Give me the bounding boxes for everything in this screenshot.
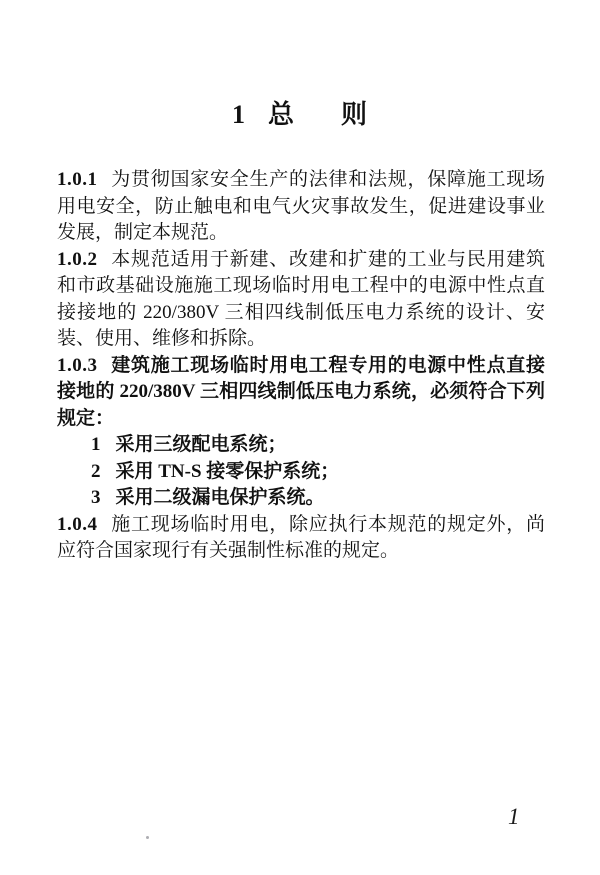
clause-number: 1.0.4 bbox=[57, 513, 98, 535]
item-text: 采用三级配电系统； bbox=[115, 434, 287, 455]
item-text: 采用二级漏电保护系统。 bbox=[115, 487, 325, 508]
clause-number: 1.0.2 bbox=[57, 248, 98, 270]
chapter-title-char: 总 bbox=[267, 100, 295, 129]
clause-item-1 bbox=[57, 432, 545, 459]
clause-item-list bbox=[57, 432, 545, 512]
page-number: 1 bbox=[508, 804, 520, 829]
clause-text: 施工现场临时用电，除应执行本规范的规定外，尚应符合国家现行有关强制性标准的规定。 bbox=[57, 513, 545, 561]
clause-text: 本规范适用于新建、改建和扩建的工业与民用建筑和市政基础设施施工现场临时用电工程中的电源中性点直接接地的 220/380V 三相四线制低压电力系统的设计、安装、使用、维修和拆除。 bbox=[57, 248, 545, 349]
item-number: 3 bbox=[91, 487, 101, 508]
item-text: 采用 TN-S 接零保护系统； bbox=[115, 460, 340, 482]
scan-artifact-dot bbox=[146, 836, 149, 839]
clause-item-2 bbox=[57, 459, 545, 486]
clause-item-3 bbox=[57, 485, 545, 512]
clause-1-0-3 bbox=[57, 353, 545, 433]
item-number: 2 bbox=[91, 460, 101, 482]
clause-1-0-2 bbox=[57, 247, 545, 353]
clause-1-0-1 bbox=[57, 167, 545, 247]
chapter-title-char: 则 bbox=[341, 100, 369, 129]
clause-number: 1.0.3 bbox=[57, 354, 98, 376]
clauses-block bbox=[57, 167, 545, 565]
chapter-number: 1 bbox=[231, 100, 246, 129]
item-number: 1 bbox=[91, 434, 101, 455]
clause-1-0-4 bbox=[57, 512, 545, 565]
clause-text: 建筑施工现场临时用电工程专用的电源中性点直接接地的 220/380V 三相四线制低压电力系统，必须符合下列规定： bbox=[57, 354, 545, 429]
clause-number: 1.0.1 bbox=[57, 169, 98, 190]
chapter-title bbox=[0, 94, 600, 131]
clause-text: 为贯彻国家安全生产的法律和法规，保障施工现场用电安全，防止触电和电气火灾事故发生，促进建设事业发展，制定本规范。 bbox=[57, 169, 545, 243]
